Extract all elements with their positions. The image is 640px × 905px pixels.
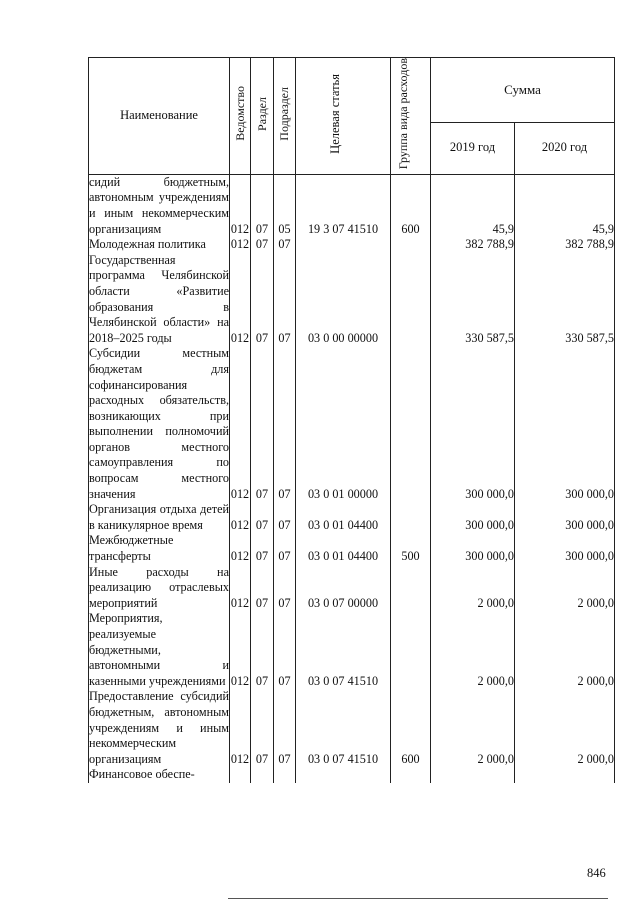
row-target-article: 19 3 07 41510: [296, 174, 391, 237]
header-name-label: Наименование: [120, 108, 198, 123]
table-row: [89, 346, 615, 502]
row-target-article: 03 0 00 00000: [296, 253, 391, 347]
header-podrazdel-label: Подраздел: [277, 86, 291, 141]
row-name: Государственная программа Челябинской области «Развитие образования в Челябинской области» на 2018–2025 годы: [89, 252, 229, 345]
row-vedomstvo: 012: [230, 689, 251, 767]
row-podrazdel: 07: [274, 502, 296, 533]
row-sum-2019: 2 000,0: [431, 689, 515, 767]
row-expense-group: [391, 565, 431, 612]
row-sum-2019: 382 788,9: [431, 237, 515, 253]
row-expense-group: [391, 502, 431, 533]
table-row: [89, 565, 615, 612]
row-expense-group: 500: [391, 533, 431, 564]
table-row: [89, 767, 615, 783]
row-name: Мероприятия, реализуемые бюджетными, автономными и казенными учреждениями: [89, 611, 229, 688]
header-sum: [431, 58, 615, 123]
row-sum-2019: 300 000,0: [431, 533, 515, 564]
row-target-article: 03 0 07 41510: [296, 689, 391, 767]
header-podrazdel: [274, 58, 296, 175]
budget-table: [88, 57, 615, 783]
row-razdel: 07: [251, 502, 274, 533]
row-expense-group: 600: [391, 174, 431, 237]
row-podrazdel: 05: [274, 174, 296, 237]
table-body: [89, 174, 615, 783]
row-podrazdel: 07: [274, 565, 296, 612]
table-row: [89, 253, 615, 347]
row-razdel: 07: [251, 689, 274, 767]
header-expense-group: [391, 58, 431, 175]
row-vedomstvo: 012: [230, 174, 251, 237]
row-expense-group: [391, 346, 431, 502]
row-expense-group: [391, 237, 431, 253]
row-razdel: 07: [251, 346, 274, 502]
row-expense-group: 600: [391, 689, 431, 767]
row-target-article: [296, 767, 391, 783]
row-expense-group: [391, 767, 431, 783]
row-target-article: 03 0 01 04400: [296, 533, 391, 564]
row-podrazdel: 07: [274, 346, 296, 502]
header-sum-label: Сумма: [504, 81, 541, 97]
row-expense-group: [391, 253, 431, 347]
row-sum-2020: 330 587,5: [515, 253, 615, 347]
header-razdel-label: Раздел: [254, 96, 269, 131]
row-vedomstvo: [230, 767, 251, 783]
table-row: [89, 533, 615, 564]
row-sum-2020: 2 000,0: [515, 689, 615, 767]
row-vedomstvo: 012: [230, 346, 251, 502]
row-podrazdel: 07: [274, 237, 296, 253]
row-name: сидий бюджетным, автономным учреждениям и иным некоммерческим организациям: [89, 174, 229, 236]
row-sum-2020: [515, 767, 615, 783]
row-podrazdel: [274, 767, 296, 783]
row-name: Финансовое обеспе-: [89, 767, 230, 783]
header-vedomstvo: [230, 58, 251, 175]
row-name: Иные расходы на реализацию отраслевых мероприятий: [89, 564, 229, 610]
row-sum-2020: 300 000,0: [515, 502, 615, 533]
row-sum-2020: 2 000,0: [515, 565, 615, 612]
header-vedomstvo-label: Ведомство: [232, 86, 247, 141]
header-razdel: [251, 58, 274, 175]
row-podrazdel: 07: [274, 253, 296, 347]
row-target-article: [296, 237, 391, 253]
header-expense-group-label: Группа вида расходов: [395, 58, 410, 170]
row-sum-2020: 45,9: [515, 174, 615, 237]
row-razdel: [251, 767, 274, 783]
header-name: [89, 58, 230, 175]
row-vedomstvo: 012: [230, 237, 250, 252]
row-name: Межбюджетные трансферты: [89, 533, 230, 564]
row-sum-2019: 300 000,0: [431, 502, 515, 533]
row-sum-2020: 300 000,0: [515, 533, 615, 564]
row-razdel: 07: [251, 611, 274, 689]
row-razdel: 07: [251, 237, 274, 253]
row-name: Субсидии местным бюджетам для софинансирования расходных обязательств, возникающих при выполнении полномочий органов местного самоуправления по вопросам местного значения: [89, 346, 229, 501]
footer-divider: [228, 898, 608, 899]
row-target-article: 03 0 07 00000: [296, 565, 391, 612]
table-row: [89, 611, 615, 689]
table-row: [89, 689, 615, 767]
row-vedomstvo: 012: [230, 533, 251, 564]
row-sum-2019: 300 000,0: [431, 346, 515, 502]
row-razdel: 07: [251, 565, 274, 612]
row-sum-2019: 45,9: [431, 174, 515, 237]
row-sum-2020: 300 000,0: [515, 346, 615, 502]
row-razdel: 07: [251, 174, 274, 237]
page-number: 846: [587, 866, 606, 880]
header-year-2020-label: 2020 год: [541, 140, 588, 155]
table-row: [89, 237, 615, 253]
row-razdel: 07: [251, 533, 274, 564]
row-razdel: 07: [251, 253, 274, 347]
row-sum-2019: 2 000,0: [431, 611, 515, 689]
row-target-article: 03 0 07 41510: [296, 611, 391, 689]
table-row: [89, 502, 615, 533]
row-target-article: 03 0 01 00000: [296, 346, 391, 502]
row-podrazdel: 07: [274, 533, 296, 564]
row-name: Молодежная политика: [89, 237, 230, 253]
header-year-2020: [515, 122, 615, 174]
row-vedomstvo: 012: [230, 611, 251, 689]
row-expense-group: [391, 611, 431, 689]
row-sum-2020: 2 000,0: [515, 611, 615, 689]
row-sum-2019: [431, 767, 515, 783]
row-vedomstvo: 012: [230, 502, 251, 533]
row-podrazdel: 07: [274, 689, 296, 767]
row-vedomstvo: 012: [230, 253, 251, 347]
header-year-2019: [431, 122, 515, 174]
table-row: [89, 174, 615, 237]
header-target-article: [296, 58, 391, 175]
row-name: Предоставление субсидий бюджетным, автономным учреждениям и иным некоммерческим организациям: [89, 689, 229, 766]
row-podrazdel: 07: [274, 611, 296, 689]
row-sum-2019: 2 000,0: [431, 565, 515, 612]
row-target-article: 03 0 01 04400: [296, 502, 391, 533]
header-target-article-label: Целевая статья: [328, 73, 342, 154]
header-year-2019-label: 2019 год: [449, 140, 496, 155]
row-sum-2019: 330 587,5: [431, 253, 515, 347]
row-name: Организация отдыха детей в каникулярное время: [89, 502, 229, 532]
table-header: [89, 58, 615, 175]
row-vedomstvo: 012: [230, 565, 251, 612]
row-sum-2020: 382 788,9: [515, 237, 615, 253]
